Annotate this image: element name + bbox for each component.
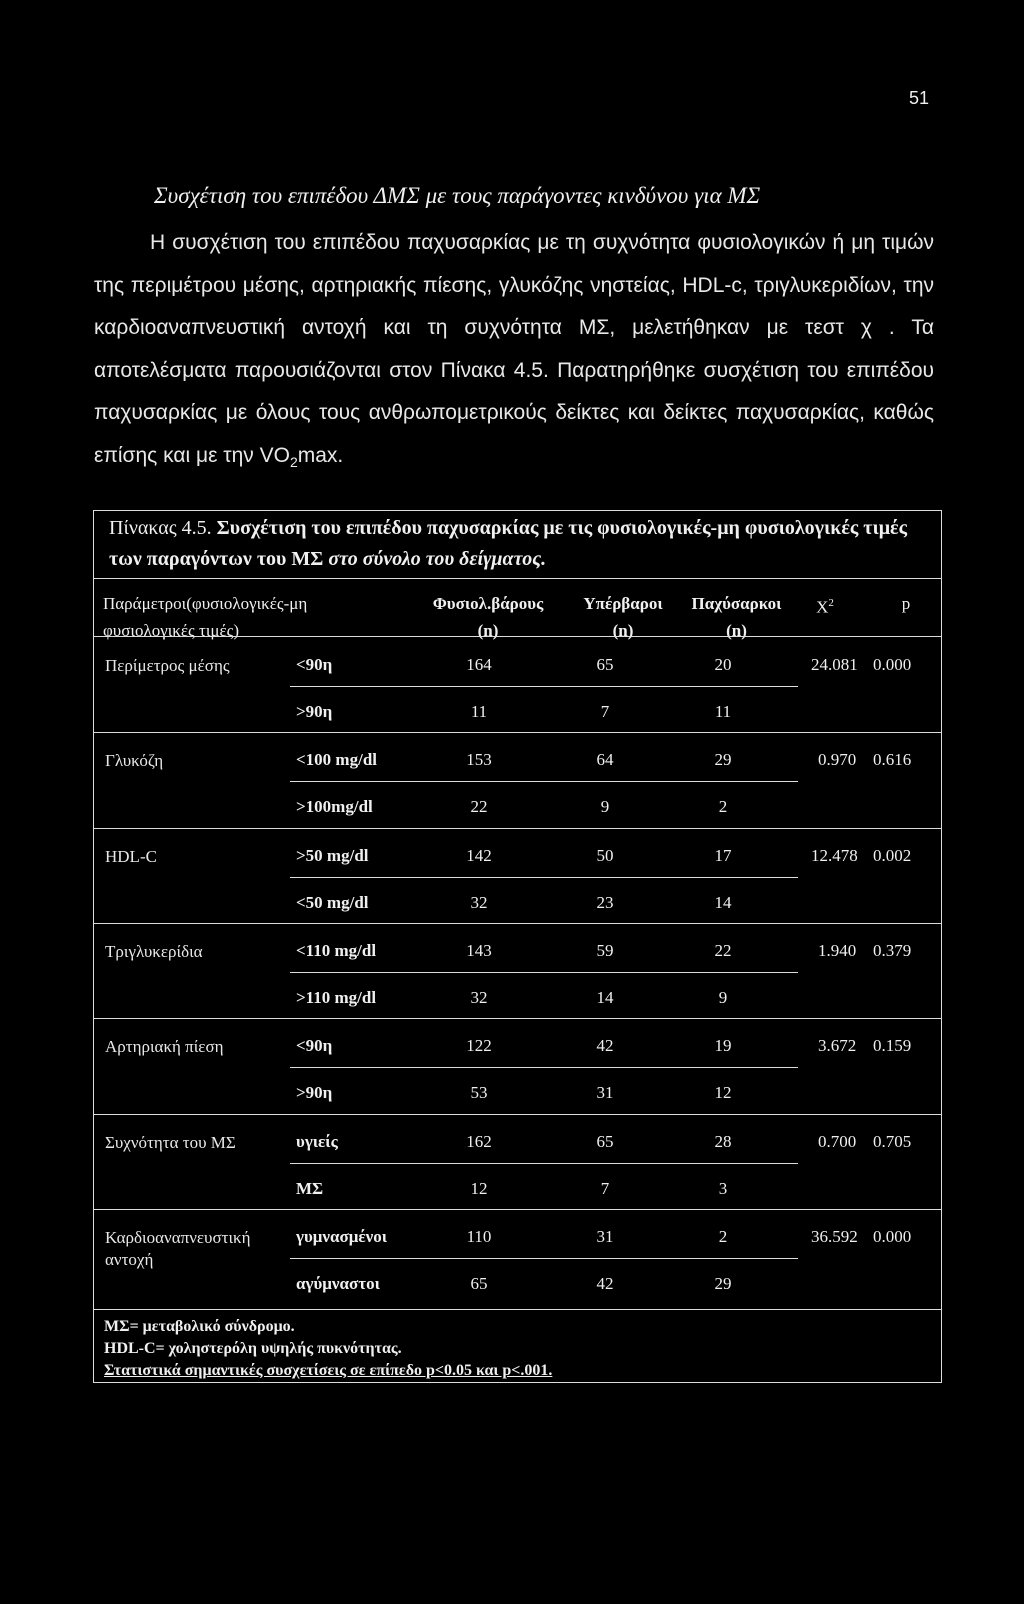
condition-cell: <100 mg/dl xyxy=(296,750,377,770)
condition-cell: >100mg/dl xyxy=(296,797,373,817)
caption-tail: στο σύνολο του δείγματος. xyxy=(328,548,547,570)
row-divider xyxy=(290,1258,798,1259)
group-label: HDL-C xyxy=(105,846,157,866)
group-label: Συχνότητα του ΜΣ xyxy=(105,1132,236,1152)
condition-cell: αγύμναστοι xyxy=(296,1273,380,1293)
condition-cell: υγιείς xyxy=(296,1131,338,1151)
paragraph-subscript: 2 xyxy=(289,453,298,470)
over-count-cell: 31 xyxy=(596,1083,614,1103)
condition-cell: γυμνασμένοι xyxy=(296,1226,388,1246)
p-value-cell: 0.159 xyxy=(873,1036,912,1056)
condition-cell: >90η xyxy=(296,1083,333,1103)
header-rule xyxy=(93,636,942,637)
normal-count-cell: 143 xyxy=(466,940,492,960)
over-count-cell: 59 xyxy=(596,940,614,960)
over-count-cell: 42 xyxy=(596,1273,614,1293)
normal-count-cell: 53 xyxy=(470,1083,488,1103)
over-count-cell: 64 xyxy=(596,750,614,770)
p-value-cell: 0.000 xyxy=(873,1226,912,1246)
normal-count-cell: 164 xyxy=(466,655,492,674)
obese-count-cell: 2 xyxy=(718,797,728,817)
condition-cell: <50 mg/dl xyxy=(296,892,369,912)
obese-count-cell: 12 xyxy=(714,1083,732,1103)
normal-count-cell: 162 xyxy=(466,1131,492,1151)
over-count-cell: 31 xyxy=(596,1226,614,1246)
group-label: Καρδιοαναπνευστική αντοχή xyxy=(105,1227,251,1269)
header-chi2 xyxy=(805,590,845,621)
p-value-cell: 0.379 xyxy=(873,940,912,960)
row-divider xyxy=(290,1163,798,1164)
note-significance: Στατιστικά σημαντικές συσχετίσεις σε επίπεδο p<0.05 και p<.001. xyxy=(104,1362,553,1379)
p-value-cell: 0.616 xyxy=(873,750,912,770)
chi2-cell: 3.672 xyxy=(818,1036,857,1056)
obese-count-cell: 28 xyxy=(714,1131,732,1151)
condition-cell: <110 mg/dl xyxy=(296,940,377,960)
normal-count-cell: 65 xyxy=(470,1273,488,1293)
group-label: Περίμετρος μέσης xyxy=(105,656,230,675)
row-divider xyxy=(290,781,798,782)
header-over-line1: Υπέρβαροι xyxy=(583,594,663,613)
obese-count-cell: 2 xyxy=(718,1226,728,1246)
over-count-cell: 65 xyxy=(596,1131,614,1151)
caption-label: Πίνακας 4.5. xyxy=(109,517,212,539)
condition-cell: >90η xyxy=(296,702,333,721)
group-label: Τριγλυκερίδια xyxy=(105,941,203,961)
header-over-line2: (n) xyxy=(612,621,634,640)
chi2-cell: 12.478 xyxy=(811,845,858,865)
over-count-cell: 50 xyxy=(596,845,614,865)
condition-cell: ΜΣ xyxy=(296,1178,324,1198)
group-divider xyxy=(93,1018,942,1019)
normal-count-cell: 153 xyxy=(466,750,492,770)
normal-count-cell: 12 xyxy=(470,1178,488,1198)
over-count-cell: 14 xyxy=(596,987,614,1007)
row-divider xyxy=(290,877,798,878)
header-param-line1: Παράμετροι(φυσιολογικές-μη xyxy=(103,594,308,613)
over-count-cell: 23 xyxy=(596,892,614,912)
obese-count-cell: 11 xyxy=(714,702,732,721)
obese-count-cell: 22 xyxy=(714,940,732,960)
section-heading: Συσχέτιση του επιπέδου ΔΜΣ με τους παράγοντες κινδύνου για ΜΣ xyxy=(154,183,761,208)
header-param-line2: φυσιολογικές τιμές) xyxy=(103,621,240,640)
header-chi-sup: 2 xyxy=(828,597,834,609)
body-paragraph xyxy=(94,222,934,483)
normal-count-cell: 22 xyxy=(470,797,488,817)
normal-count-cell: 32 xyxy=(470,892,488,912)
group-label: Γλυκόζη xyxy=(105,751,164,771)
condition-cell: >110 mg/dl xyxy=(296,987,377,1007)
condition-cell: <90η xyxy=(296,655,333,674)
page-number: 51 xyxy=(909,88,930,108)
obese-count-cell: 3 xyxy=(718,1178,728,1198)
normal-count-cell: 142 xyxy=(466,845,492,865)
chi2-cell: 0.970 xyxy=(818,750,857,770)
condition-cell: <90η xyxy=(296,1036,333,1056)
chi2-cell: 36.592 xyxy=(811,1226,858,1246)
header-obese-line2: (n) xyxy=(726,621,747,640)
normal-count-cell: 122 xyxy=(466,1036,492,1056)
over-count-cell: 7 xyxy=(600,1178,610,1198)
group-divider xyxy=(93,732,942,733)
obese-count-cell: 9 xyxy=(718,987,728,1007)
p-value-cell: 0.000 xyxy=(873,655,912,674)
caption-title: Συσχέτιση του επιπέδου παχυσαρκίας με τις φυσιολογικές-μη φυσιολογικές τιμές των παραγόντων του ΜΣ xyxy=(109,517,908,570)
obese-count-cell: 20 xyxy=(714,655,732,674)
obese-count-cell: 29 xyxy=(714,1273,732,1293)
over-count-cell: 7 xyxy=(600,702,610,721)
p-value-cell: 0.002 xyxy=(873,845,912,865)
paragraph-text-end: max. xyxy=(297,443,344,467)
table-caption xyxy=(109,513,929,575)
condition-cell: >50 mg/dl xyxy=(296,845,369,865)
chi2-cell: 0.700 xyxy=(818,1131,857,1151)
row-divider xyxy=(290,972,798,973)
header-normal-line1: Φυσιολ.βάρους xyxy=(432,594,544,613)
chi2-cell: 1.940 xyxy=(818,940,857,960)
notes-rule xyxy=(93,1309,942,1310)
over-count-cell: 42 xyxy=(596,1036,614,1056)
normal-count-cell: 32 xyxy=(470,987,488,1007)
paragraph-text: Η συσχέτιση του επιπέδου παχυσαρκίας με τη συχνότητα φυσιολογικών ή μη τιμών της περιμέτρου μέσης, αρτηριακής πίεσης, γλυκόζης νηστείας, HDL-c, τριγλυκεριδίων, την καρδιοαναπνευστική αντοχή και τη συχνότητα ΜΣ, μελετήθηκαν με τεστ χ . Τα αποτελέσματα παρουσιάζονται στον Πίνακα 4.5. Παρατηρήθηκε συσχέτιση του επιπέδου παχυσαρκίας με όλους τους ανθρωπομετρικούς δείκτες και δείκτες παχυσαρκίας, καθώς επίσης και με την VO xyxy=(94,231,934,467)
caption-rule xyxy=(93,578,942,579)
row-divider xyxy=(290,1067,798,1068)
p-value-cell: 0.705 xyxy=(873,1131,912,1151)
table-notes xyxy=(104,1316,552,1382)
group-label: Αρτηριακή πίεση xyxy=(105,1037,224,1057)
header-normal-line2: (n) xyxy=(477,621,499,640)
obese-count-cell: 17 xyxy=(714,845,732,865)
over-count-cell: 9 xyxy=(600,797,610,817)
obese-count-cell: 19 xyxy=(714,1036,732,1056)
header-p xyxy=(896,590,916,617)
group-divider xyxy=(93,1114,942,1115)
normal-count-cell: 110 xyxy=(466,1226,492,1246)
header-p-label: p xyxy=(901,594,911,613)
chi2-cell: 24.081 xyxy=(811,655,858,674)
group-divider xyxy=(93,828,942,829)
header-obese-line1: Παχύσαρκοι xyxy=(691,594,782,613)
note-hdl: HDL-C= χοληστερόλη υψηλής πυκνότητας. xyxy=(104,1340,402,1357)
obese-count-cell: 14 xyxy=(714,892,732,912)
over-count-cell: 65 xyxy=(596,655,614,674)
normal-count-cell: 11 xyxy=(470,702,488,721)
group-divider xyxy=(93,923,942,924)
obese-count-cell: 29 xyxy=(714,750,732,770)
note-ms: ΜΣ= μεταβολικό σύνδρομο. xyxy=(104,1318,295,1335)
header-chi: Χ xyxy=(816,597,829,617)
row-divider xyxy=(290,686,798,687)
group-divider xyxy=(93,1209,942,1210)
